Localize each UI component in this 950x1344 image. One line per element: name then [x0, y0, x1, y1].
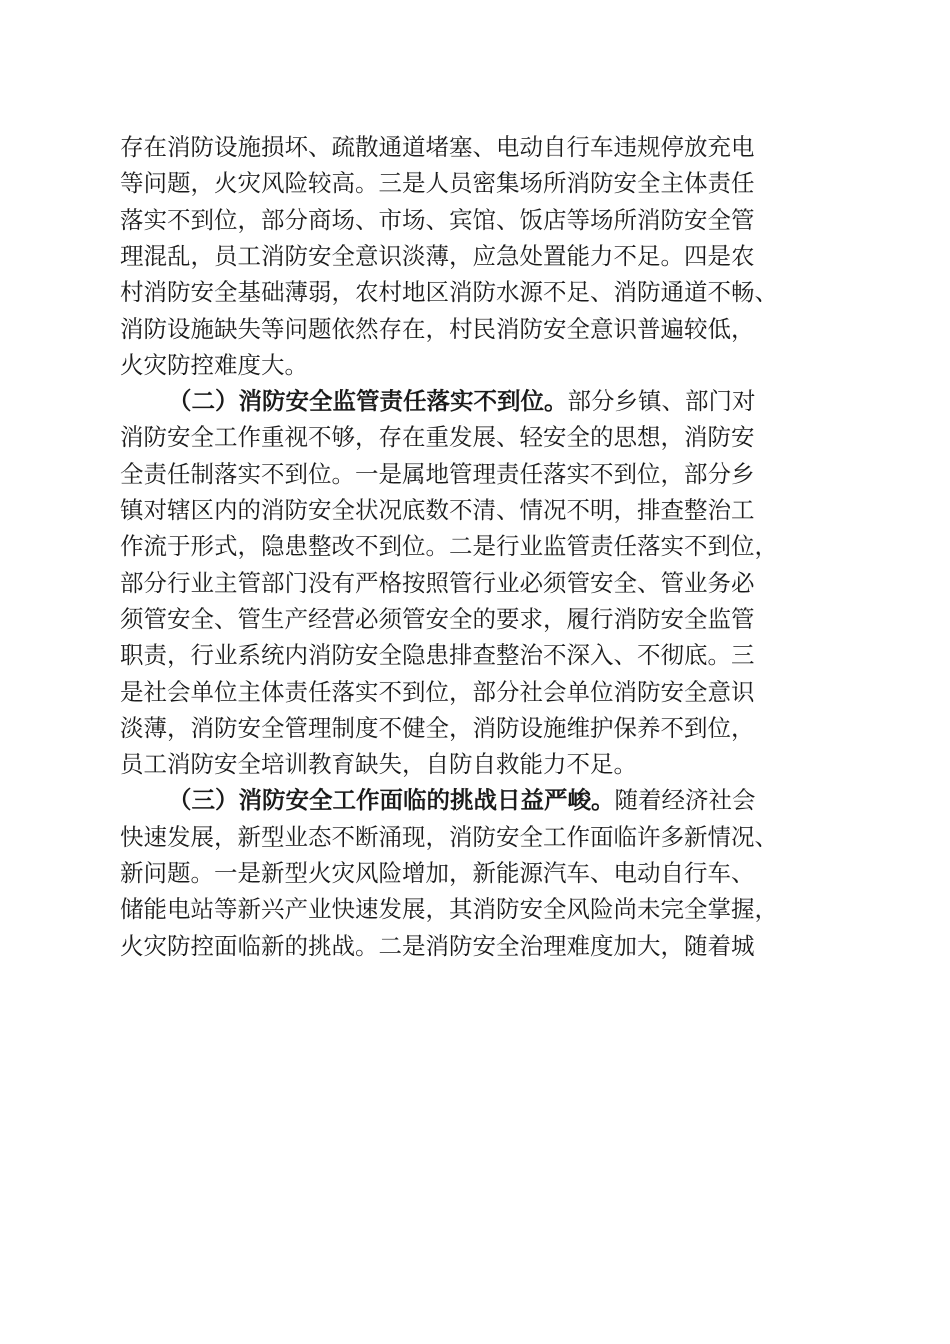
text-line: 消防安全工作重视不够，存在重发展、轻安全的思想，消防安 [120, 423, 755, 452]
text-line: 是社会单位主体责任落实不到位，部分社会单位消防安全意识 [120, 677, 755, 706]
paragraph-first-line [168, 386, 756, 416]
text-line: 作流于形式，隐患整改不到位。二是行业监管责任落实不到位， [120, 532, 778, 561]
text-line: 快速发展，新型业态不断涌现，消防安全工作面临许多新情况、 [120, 822, 778, 851]
section-heading-3: （三）消防安全工作面临的挑战日益严峻。 [168, 786, 615, 815]
text-line: 新问题。一是新型火灾风险增加，新能源汽车、电动自行车、 [120, 859, 755, 887]
text-line: 储能电站等新兴产业快速发展，其消防安全风险尚未完全掌握， [120, 895, 778, 924]
text-line: 全责任制落实不到位。一是属地管理责任落实不到位，部分乡 [120, 459, 755, 488]
text-run: 随着经济社会 [614, 786, 756, 815]
text-line: 部分行业主管部门没有严格按照管行业必须管安全、管业务必 [120, 568, 755, 597]
section-heading-2: （二）消防安全监管责任落实不到位。 [168, 387, 568, 416]
text-line: 消防设施缺失等问题依然存在，村民消防安全意识普遍较低， [120, 314, 755, 343]
text-line: 存在消防设施损坏、疏散通道堵塞、电动自行车违规停放充电 [120, 133, 755, 161]
text-line: 等问题，火灾风险较高。三是人员密集场所消防安全主体责任 [120, 169, 755, 198]
text-line: 镇对辖区内的消防安全状况底数不清、情况不明，排查整治工 [120, 496, 755, 524]
text-run: 部分乡镇、部门对 [567, 387, 756, 416]
text-line: 须管安全、管生产经营必须管安全的要求，履行消防安全监管 [120, 604, 755, 633]
text-line: 火灾防控面临新的挑战。二是消防安全治理难度加大，随着城 [120, 931, 755, 960]
text-line: 职责，行业系统内消防安全隐患排查整治不深入、不彻底。三 [120, 641, 755, 670]
text-line: 理混乱，员工消防安全意识淡薄，应急处置能力不足。四是农 [120, 241, 755, 270]
text-line: 淡薄，消防安全管理制度不健全，消防设施维护保养不到位， [120, 713, 755, 742]
text-line: 落实不到位，部分商场、市场、宾馆、饭店等场所消防安全管 [120, 205, 755, 234]
text-line: 村消防安全基础薄弱，农村地区消防水源不足、消防通道不畅、 [120, 278, 778, 307]
text-line: 员工消防安全培训教育缺失，自防自救能力不足。 [120, 750, 637, 779]
paragraph-first-line [168, 785, 756, 815]
text-line: 火灾防控难度大。 [120, 350, 308, 379]
